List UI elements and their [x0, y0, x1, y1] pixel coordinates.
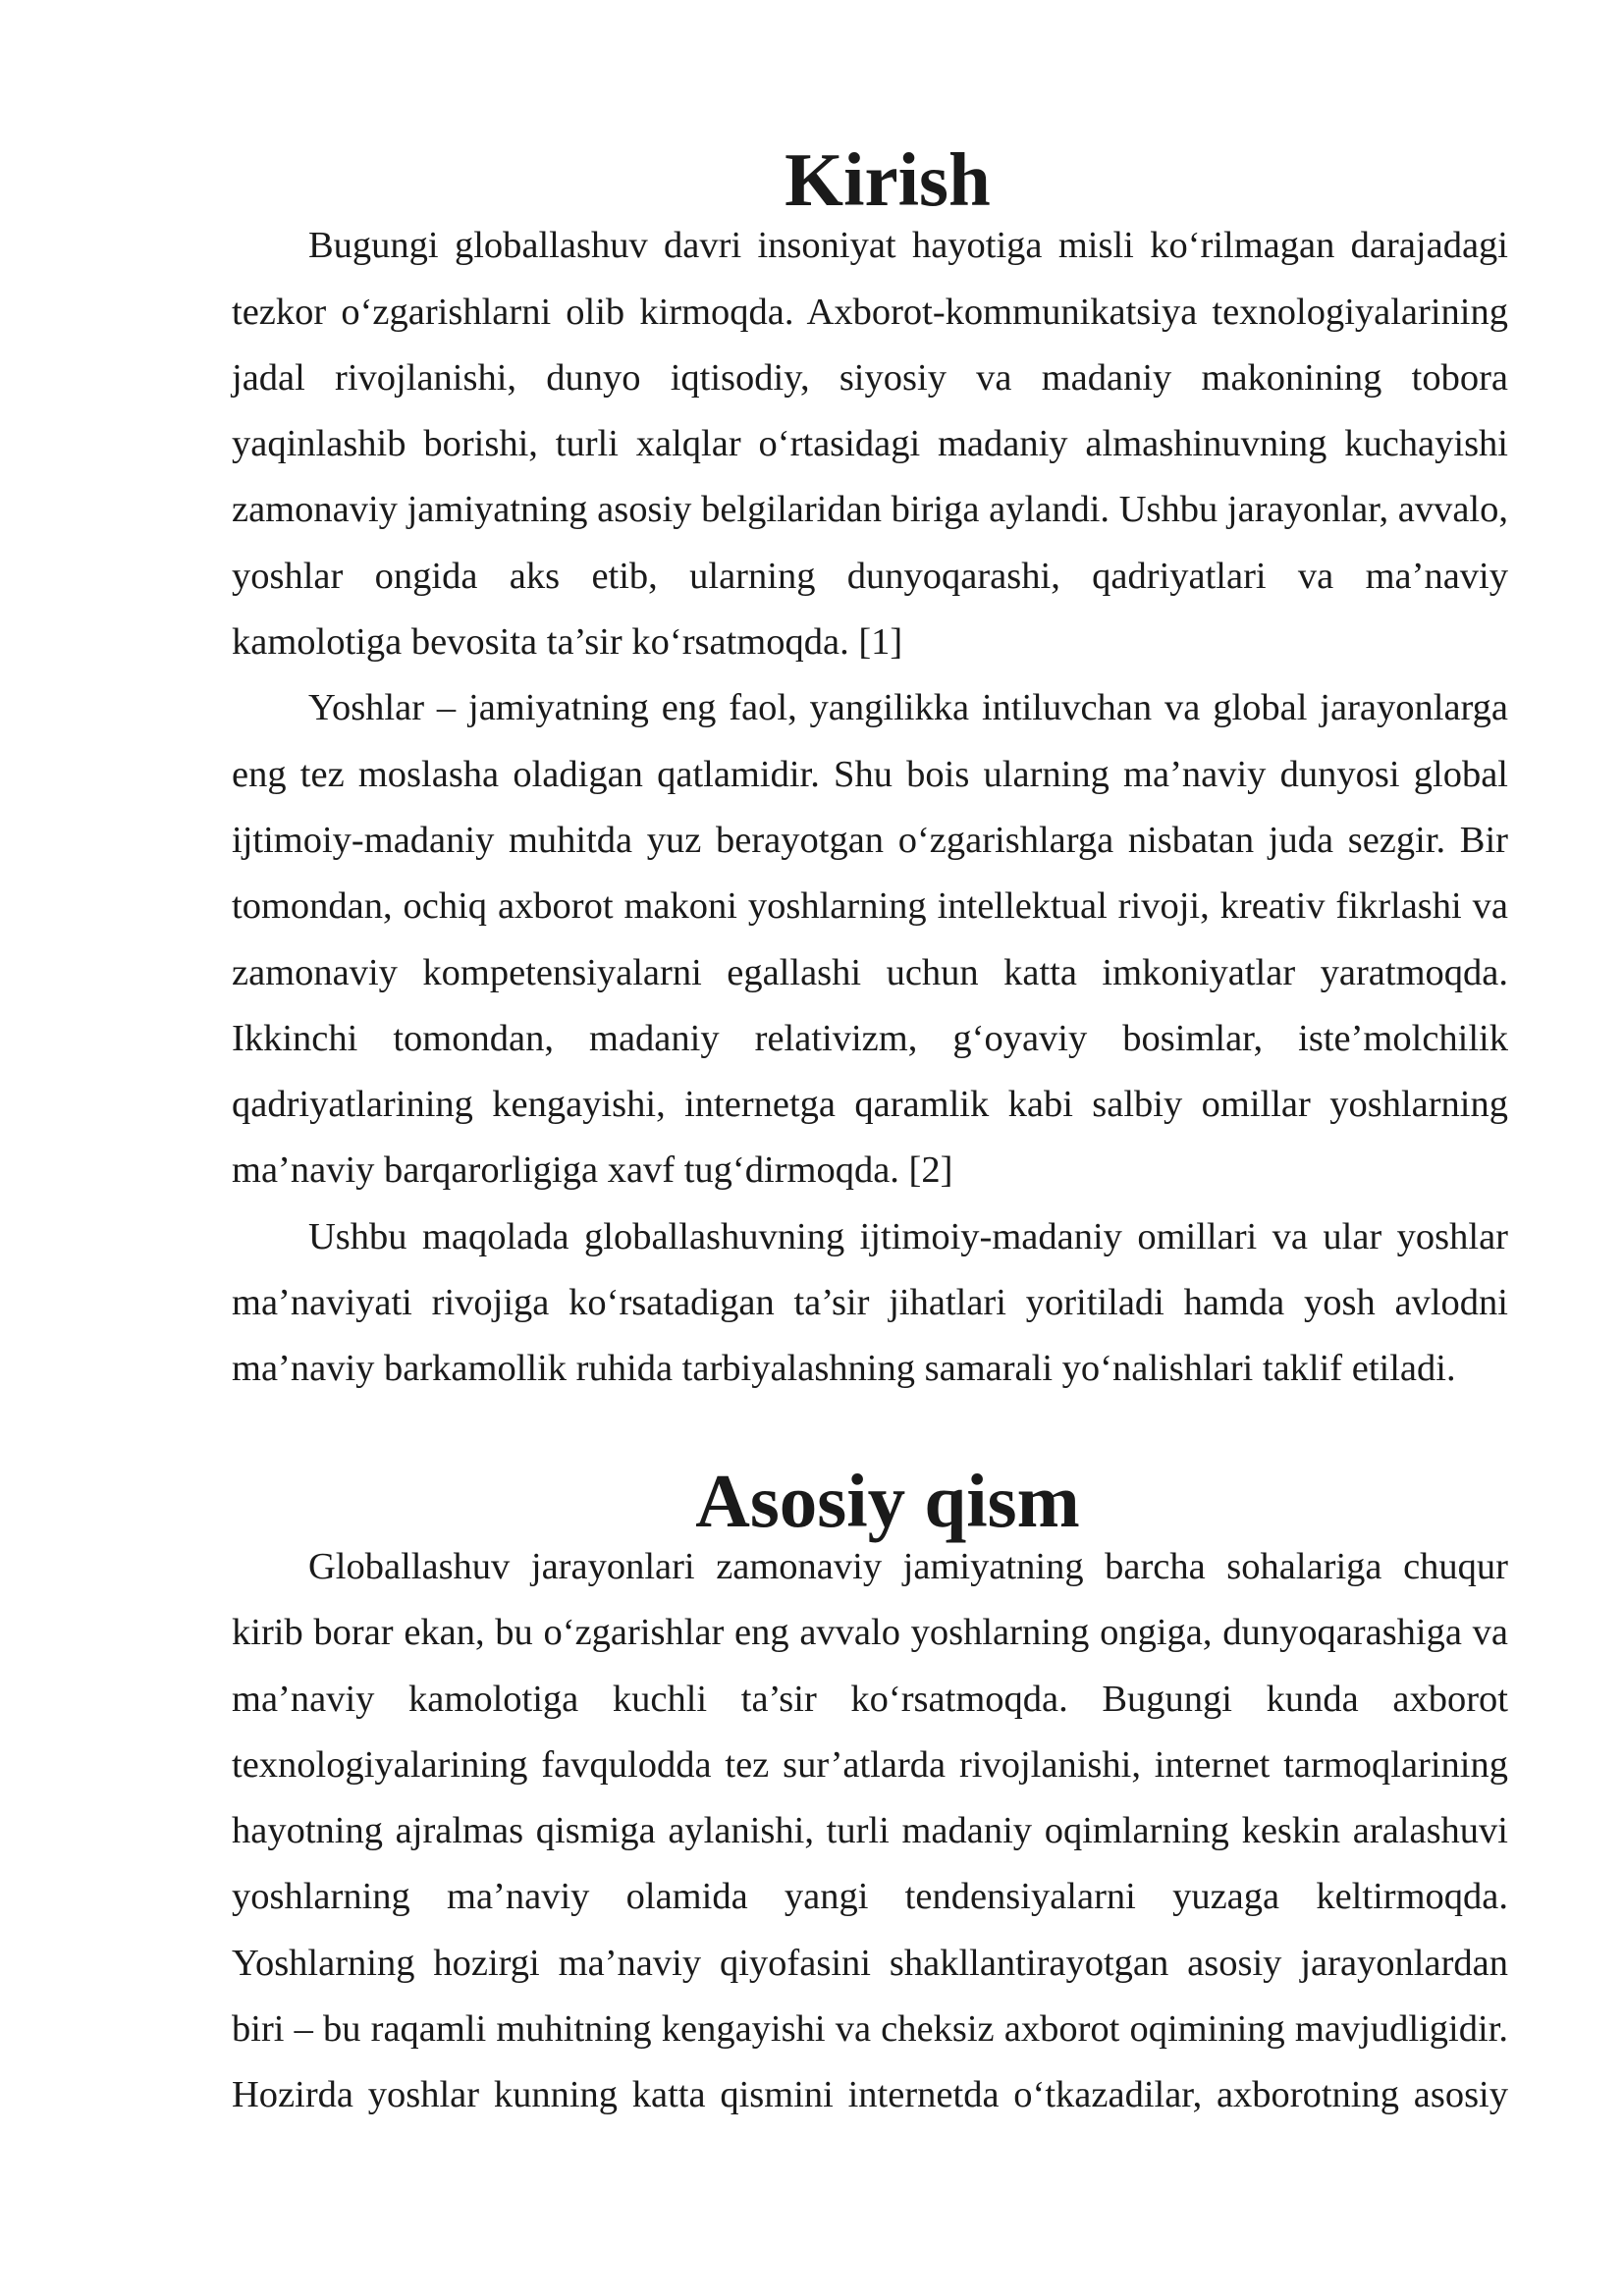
- document-page: [232, 137, 1508, 2129]
- section-heading-asosiy-qism: Asosiy qism: [695, 1458, 1080, 1543]
- paragraph: Yoshlar – jamiyatning eng faol, yangilikka intiluvchan va global jarayonlarga eng tez moslasha oladigan qatlamidir. Shu bois ularning ma’naviy dunyosi global ijtimoiy-madaniy muhitda yuz berayotgan o‘zgarishlarga nisbatan juda sezgir. Bir tomondan, ochiq axborot makoni yoshlarning intellektual rivoji, kreativ fikrlashi va zamonaviy kompetensiyalarni egallashi uchun katta imkoniyatlar yaratmoqda. Ikkinchi tomondan, madaniy relativizm, g‘oyaviy bosimlar, iste’molchilik qadriyatlarining kengayishi, internetga qaramlik kabi salbiy omillar yoshlarning ma’naviy barqarorligiga xavf tug‘dirmoqda. [2]: [232, 687, 1508, 1192]
- section-heading-kirish: Kirish: [785, 137, 991, 222]
- paragraph: Ushbu maqolada globallashuvning ijtimoiy-madaniy omillari va ular yoshlar ma’naviyati rivojiga ko‘rsatadigan ta’sir jihatlari yoritiladi hamda yosh avlodni ma’naviy barkamollik ruhida tarbiyalashning samarali yo‘nalishlari taklif etiladi.: [232, 1215, 1508, 1390]
- paragraph: Bugungi globallashuv davri insoniyat hayotiga misli ko‘rilmagan darajadagi tezkor o‘zgarishlarni olib kirmoqda. Axborot-kommunikatsiya texnologiyalarining jadal rivojlanishi, dunyo iqtisodiy, siyosiy va madaniy makonining tobora yaqinlashib borishi, turli xalqlar o‘rtasidagi madaniy almashinuvning kuchayishi zamonaviy jamiyatning asosiy belgilaridan biriga aylandi. Ushbu jarayonlar, avvalo, yoshlar ongida aks etib, ularning dunyoqarashi, qadriyatlari va ma’naviy kamolotiga bevosita ta’sir ko‘rsatmoqda. [1]: [232, 225, 1508, 664]
- paragraph: Globallashuv jarayonlari zamonaviy jamiyatning barcha sohalariga chuqur kirib borar ekan, bu o‘zgarishlar eng avvalo yoshlarning ongiga, dunyoqarashiga va ma’naviy kamolotiga kuchli ta’sir ko‘rsatmoqda. Bugungi kunda axborot texnologiyalarining favqulodda tez sur’atlarda rivojlanishi, internet tarmoqlarining hayotning ajralmas qismiga aylanishi, turli madaniy oqimlarning keskin aralashuvi yoshlarning ma’naviy olamida yangi tendensiyalarni yuzaga keltirmoqda. Yoshlarning hozirgi ma’naviy qiyofasini shakllantirayotgan asosiy jarayonlardan biri – bu raqamli muhitning kengayishi va cheksiz axborot oqimining mavjudligidir. Hozirda yoshlar kunning katta qismini internetda o‘tkazadilar, axborotning asosiy: [232, 1545, 1508, 2116]
